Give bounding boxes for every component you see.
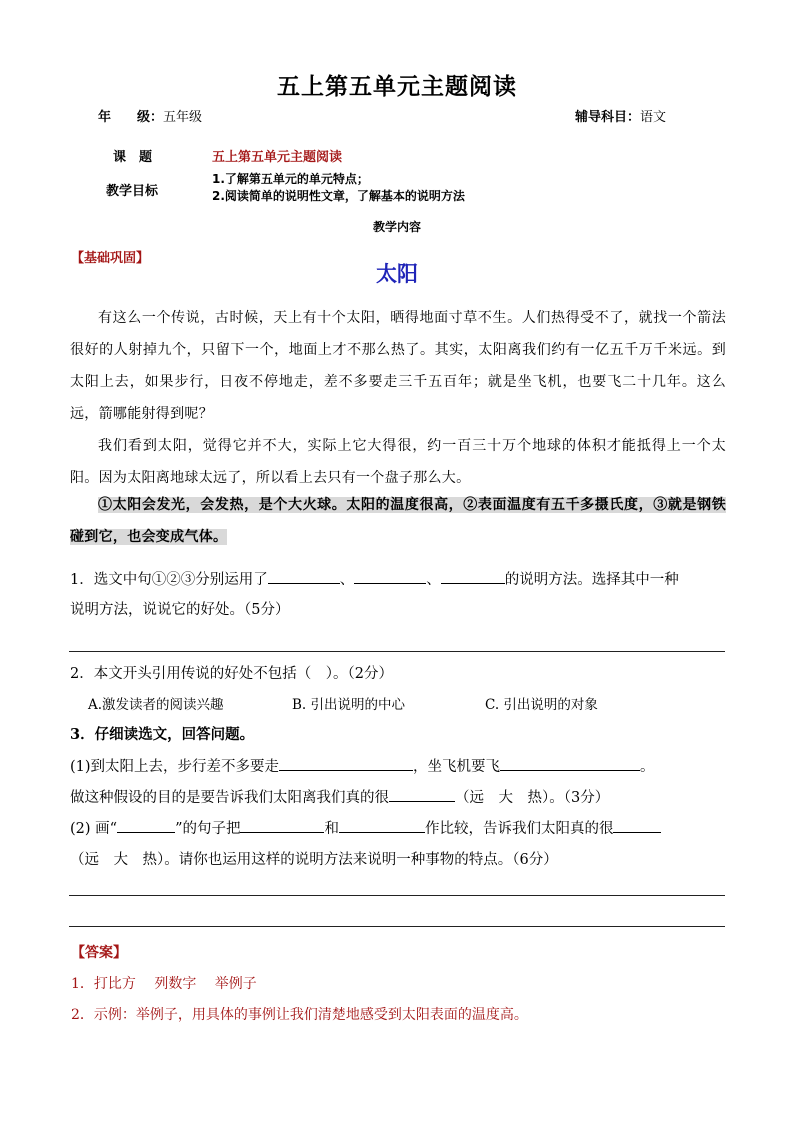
q3-1-blank-walk[interactable] (279, 770, 413, 771)
question-3-1-line-1 (70, 755, 655, 776)
answer-1: 1．打比方 列数字 举例子 (71, 976, 257, 992)
answer-line-q1[interactable] (69, 651, 725, 652)
q3-1-text-c: 。 (640, 759, 655, 775)
q3-1-blank-how[interactable] (389, 801, 455, 802)
goal-2: 2.阅读简单的说明性文章，了解基本的说明方法 (212, 189, 465, 203)
subject-value: 语文 (640, 110, 667, 125)
grade-value: 五年级 (163, 110, 203, 125)
q1-sep-2: 、 (426, 572, 441, 588)
q3-1-text-b: ，坐飞机要飞 (413, 759, 501, 775)
question-3: 3．仔细读选文，回答问题。 (70, 726, 255, 743)
q1-blank-1[interactable] (268, 583, 340, 584)
section-label: 【基础巩固】 (71, 251, 150, 266)
answer-line-q3-1[interactable] (69, 895, 725, 896)
subject-label: 辅导科目： (575, 110, 641, 125)
q2-option-b[interactable]: B. 引出说明的中心 (292, 697, 406, 713)
goal-1: 1.了解第五单元的单元特点； (212, 172, 369, 186)
question-2: 2．本文开头引用传说的好处不包括（ ）。（2分） (70, 666, 393, 682)
subject-row (575, 106, 666, 125)
question-1-text-a: 1．选文中句①②③分别运用了 (70, 572, 268, 588)
question-1-text-b: 的说明方法。选择其中一种 (504, 572, 679, 588)
article-paragraph-2: 我们看到太阳，觉得它并不大，实际上它大得很，约一百三十万个地球的体积才能抵得上一个太阳。因为太阳离地球太远了，所以看上去只有一个盘子那么大。 (70, 438, 726, 486)
question-1-line-2: 说明方法，说说它的好处。（5分） (70, 602, 290, 618)
q3-1-blank-fly[interactable] (500, 770, 640, 771)
page-title: 五上第五单元主题阅读 (277, 74, 517, 100)
article-title: 太阳 (376, 262, 418, 286)
q1-blank-3[interactable] (441, 583, 505, 584)
answer-line-q3-2[interactable] (69, 926, 725, 927)
q1-sep-1: 、 (339, 572, 355, 588)
q3-1-text-a: (1)到太阳上去，步行差不多要走 (70, 759, 280, 775)
q3-2-blank-b[interactable] (339, 832, 425, 833)
q3-2-text-d: 作比较，告诉我们太阳真的很 (424, 821, 614, 837)
q3-2-blank-how[interactable] (613, 832, 661, 833)
question-3-1-line-2 (70, 786, 609, 807)
question-3-2-line-1 (70, 817, 661, 838)
q3-2-text-c: 和 (324, 821, 339, 837)
answer-2: 2．示例：举例子，用具体的事例让我们清楚地感受到太阳表面的温度高。 (71, 1007, 528, 1023)
answer-label: 【答案】 (71, 945, 127, 961)
q3-2-blank-mark[interactable] (117, 832, 175, 833)
grade-row (98, 106, 202, 125)
q3-2-blank-a[interactable] (240, 832, 324, 833)
q2-option-c[interactable]: C. 引出说明的对象 (485, 697, 598, 713)
topic-label: 课 题 (113, 150, 153, 165)
content-label: 教学内容 (372, 220, 421, 234)
topic-value: 五上第五单元主题阅读 (212, 150, 343, 165)
article-paragraph-1: 有这么一个传说，古时候，天上有十个太阳，晒得地面寸草不生。人们热得受不了，就找一个箭法很好的人射掉九个，只留下一个，地面上才不那么热了。其实，太阳离我们约有一亿五千万千米远。到太阳上去，如果步行，日夜不停地走，差不多要走三千五百年；就是坐飞机，也要飞二十几年。这么远，箭哪能射得到呢？ (70, 310, 726, 422)
article-paragraph-3 (70, 489, 726, 553)
grade-label: 年 级： (98, 110, 164, 125)
question-3-2-line-2: （远 大 热）。请你也运用这样的说明方法来说明一种事物的特点。（6分） (70, 852, 558, 868)
q1-blank-2[interactable] (354, 583, 426, 584)
q3-1-text-e: （远 大 热）。（3分） (455, 790, 610, 806)
question-1-line-1 (70, 568, 679, 589)
highlighted-sentences: ①太阳会发光，会发热，是个大火球。太阳的温度很高，②表面温度有五千多摄氏度，③就是钢铁碰到它，也会变成气体。 (70, 497, 726, 545)
goal-label: 教学目标 (106, 184, 159, 199)
q2-option-a[interactable]: A.激发读者的阅读兴趣 (88, 697, 224, 713)
q3-1-text-d: 做这种假设的目的是要告诉我们太阳离我们真的很 (70, 790, 389, 806)
q3-2-text-a: (2) 画“ (70, 821, 118, 837)
q3-2-text-b: ”的句子把 (175, 821, 241, 837)
